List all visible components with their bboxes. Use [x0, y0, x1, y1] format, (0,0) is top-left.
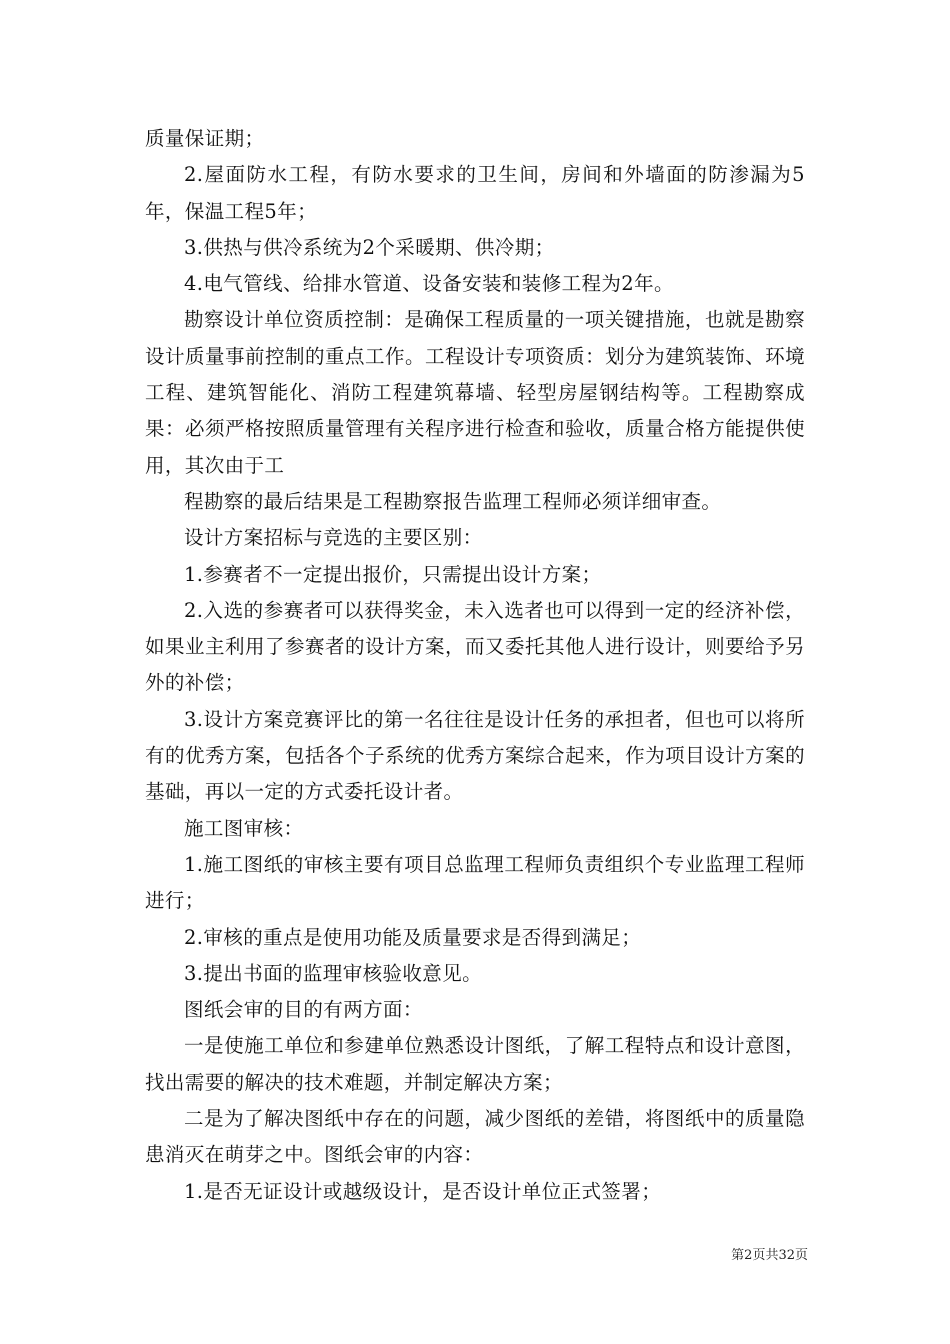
paragraph-15: 图纸会审的目的有两方面：	[184, 998, 423, 1022]
paragraph-1: 质量保证期；	[145, 127, 265, 150]
paragraph-14: 3.提出书面的监理审核验收意见。	[184, 961, 483, 985]
paragraph-17: 二是为了解决图纸中存在的问题，减少图纸的差错，将图纸中的质量隐患消灭在萌芽之中。图纸会审的内容：	[145, 1107, 805, 1167]
page-number-footer: 第2页共32页	[731, 1248, 808, 1263]
paragraph-9: 2.入选的参赛者可以获得奖金，未入选者也可以得到一定的经济补偿，如果业主利用了参赛者的设计方案，而又委托其他人进行设计，则要给予另外的补偿；	[145, 598, 805, 695]
paragraph-13: 2.审核的重点是使用功能及质量要求是否得到满足；	[184, 925, 642, 949]
paragraph-5: 勘察设计单位资质控制：是确保工程质量的一项关键措施，也就是勘察设计质量事前控制的重点工作。工程设计专项资质：划分为建筑装饰、环境工程、建筑智能化、消防工程建筑幕墙、轻型房屋钢结构等。工程勘察成果：必须严格按照质量管理有关程序进行检查和验收，质量合格方能提供使用，其次由于工	[145, 308, 805, 477]
paragraph-18: 1.是否无证设计或越级设计，是否设计单位正式签署；	[184, 1179, 662, 1203]
paragraph-6: 程勘察的最后结果是工程勘察报告监理工程师必须详细审查。	[184, 489, 722, 513]
paragraph-2: 2.屋面防水工程，有防水要求的卫生间，房间和外墙面的防渗漏为5年，保温工程5年；	[145, 163, 805, 223]
paragraph-10: 3.设计方案竞赛评比的第一名往往是设计任务的承担者，但也可以将所有的优秀方案，包括各个子系统的优秀方案综合起来，作为项目设计方案的基础，再以一定的方式委托设计者。	[145, 707, 805, 804]
paragraph-7: 设计方案招标与竞选的主要区别：	[184, 526, 483, 550]
paragraph-16: 一是使施工单位和参建单位熟悉设计图纸，了解工程特点和设计意图，找出需要的解决的技术难题，并制定解决方案；	[145, 1034, 805, 1094]
paragraph-3: 3.供热与供冷系统为2个采暖期、供冷期；	[184, 235, 555, 259]
paragraph-8: 1.参赛者不一定提出报价，只需提出设计方案；	[184, 562, 602, 586]
paragraph-12: 1.施工图纸的审核主要有项目总监理工程师负责组织个专业监理工程师进行；	[145, 852, 805, 913]
document-body	[145, 121, 805, 1210]
paragraph-11: 施工图审核：	[184, 816, 304, 840]
paragraph-4: 4.电气管线、给排水管道、设备安装和装修工程为2年。	[184, 272, 674, 296]
